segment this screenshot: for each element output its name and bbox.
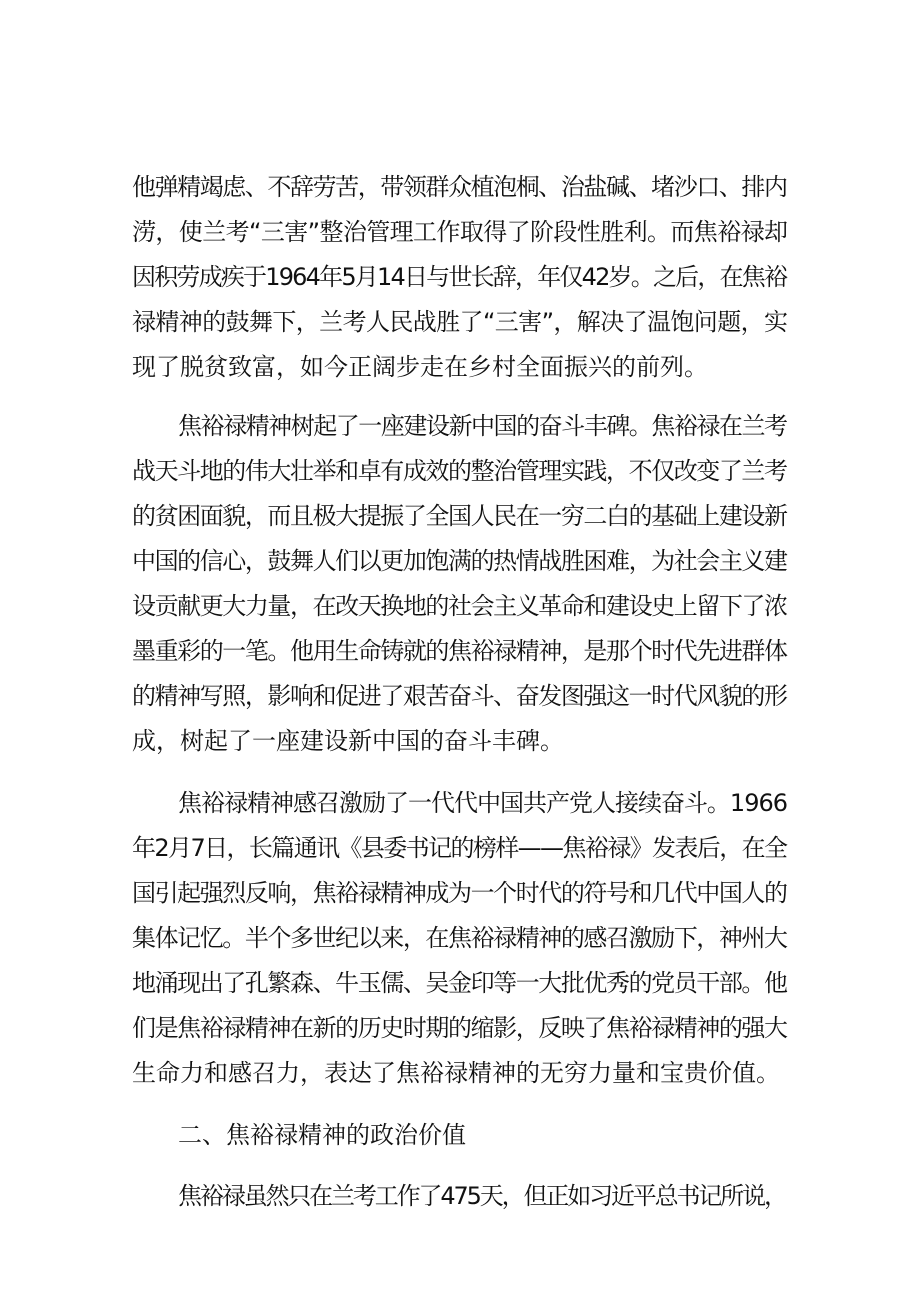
paragraph-3-line-7: 生命力和感召力，表达了焦裕禄精神的无穷力量和宝贵价值。 (132, 1059, 780, 1087)
paragraph-2-line-4: 中国的信心，鼓舞人们以更加饱满的热情战胜困难，为社会主义建 (132, 547, 787, 575)
paragraph-2-line-6: 墨重彩的一笔。他用生命铸就的焦裕禄精神，是那个时代先进群体 (132, 637, 787, 665)
paragraph-4-line-1: 焦裕禄虽然只在兰考工作了475天，但正如习近平总书记所说， (178, 1182, 786, 1210)
paragraph-1-line-2: 涝，使兰考“三害”整治管理工作取得了阶段性胜利。而焦裕禄却 (132, 218, 788, 246)
paragraph-3-line-3: 国引起强烈反响，焦裕禄精神成为一个时代的符号和几代中国人的 (132, 879, 787, 907)
paragraph-1-line-4: 禄精神的鼓舞下，兰考人民战胜了“三害”，解决了温饱问题，实 (132, 308, 788, 336)
paragraph-1-line-5: 现了脱贫致富，如今正阔步走在乡村全面振兴的前列。 (132, 353, 708, 381)
paragraph-3-line-5: 地涌现出了孔繁森、牛玉儒、吴金印等一大批优秀的党员干部。他 (132, 969, 787, 997)
paragraph-2-line-5: 设贡献更大力量，在改天换地的社会主义革命和建设史上留下了浓 (132, 592, 787, 620)
paragraph-1-line-1: 他弹精竭虑、不辞劳苦，带领群众植泡桐、治盐碱、堵沙口、排内 (132, 173, 787, 201)
paragraph-3-line-1: 焦裕禄精神感召激励了一代代中国共产党人接续奋斗。1966 (178, 789, 787, 817)
paragraph-2-line-3: 的贫困面貌，而且极大提振了全国人民在一穷二白的基础上建设新 (132, 502, 787, 530)
paragraph-3-line-2: 年2月7日，长篇通讯《县委书记的榜样——焦裕禄》发表后，在全 (132, 834, 787, 862)
paragraph-2-line-2: 战天斗地的伟大壮举和卓有成效的整治管理实践，不仅改变了兰考 (132, 457, 787, 485)
paragraph-3-line-4: 集体记忆。半个多世纪以来，在焦裕禄精神的感召激励下，神州大 (132, 924, 787, 952)
paragraph-3-line-6: 们是焦裕禄精神在新的历史时期的缩影，反映了焦裕禄精神的强大 (132, 1014, 787, 1042)
section-heading: 二、焦裕禄精神的政治价值 (178, 1121, 466, 1149)
paragraph-2-line-8: 成，树起了一座建设新中国的奋斗丰碑。 (132, 727, 564, 755)
paragraph-1-line-3: 因积劳成疾于1964年5月14日与世长辞，年仅42岁。之后，在焦裕 (132, 263, 787, 291)
paragraph-2-line-1: 焦裕禄精神树起了一座建设新中国的奋斗丰碑。焦裕禄在兰考 (178, 412, 787, 440)
paragraph-2-line-7: 的精神写照，影响和促进了艰苦奋斗、奋发图强这一时代风貌的形 (132, 682, 787, 710)
